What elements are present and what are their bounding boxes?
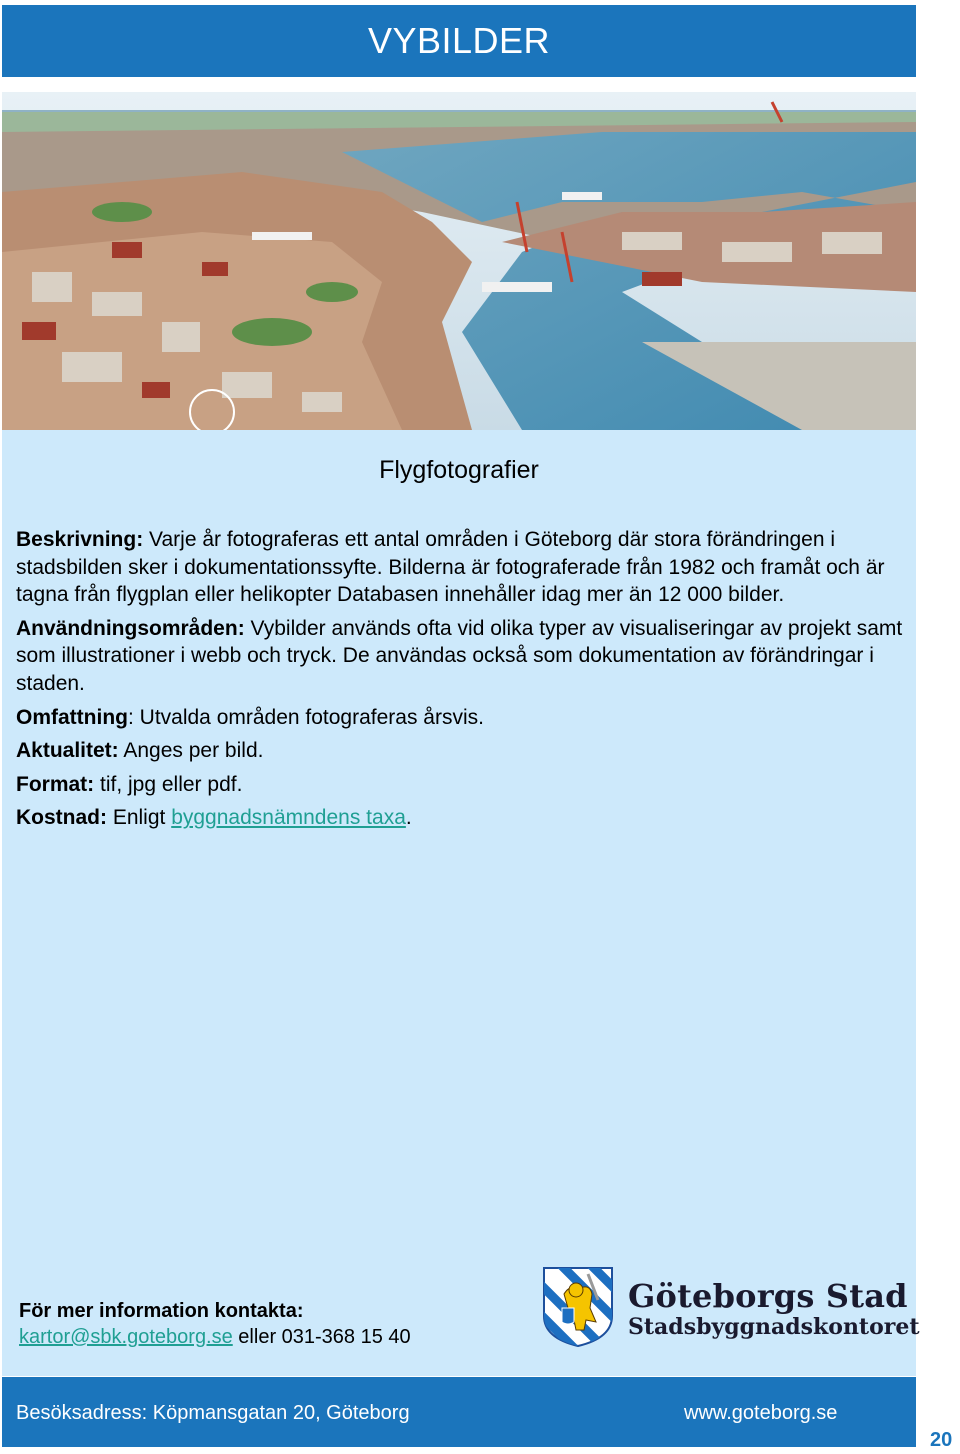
format-label: Format: bbox=[16, 772, 95, 796]
contact-phone: eller 031-368 15 40 bbox=[232, 1326, 411, 1348]
logo-line-2: Stadsbyggnadskontoret bbox=[628, 1314, 920, 1340]
format-text: tif, jpg eller pdf. bbox=[94, 772, 243, 796]
omfattning-label: Omfattning bbox=[16, 705, 128, 729]
contact-line bbox=[19, 1324, 411, 1350]
aerial-photo bbox=[2, 92, 916, 430]
contact-heading: För mer information kontakta: bbox=[19, 1300, 304, 1322]
contact-block bbox=[19, 1298, 411, 1350]
footer-website-link[interactable]: www.goteborg.se bbox=[684, 1402, 838, 1424]
beskrivning-paragraph bbox=[16, 526, 906, 609]
logo-wordmark bbox=[628, 1278, 920, 1340]
kostnad-label: Kostnad: bbox=[16, 806, 107, 830]
page-title: VYBILDER bbox=[367, 20, 551, 61]
page-footer bbox=[2, 1377, 916, 1447]
logo-line-1: Göteborgs Stad bbox=[628, 1277, 908, 1315]
kostnad-paragraph bbox=[16, 804, 906, 832]
aktualitet-paragraph bbox=[16, 737, 906, 765]
beskrivning-label: Beskrivning: bbox=[16, 528, 144, 551]
omfattning-paragraph bbox=[16, 704, 906, 732]
format-paragraph bbox=[16, 771, 906, 799]
description-body bbox=[16, 526, 906, 838]
aktualitet-label: Aktualitet: bbox=[16, 739, 119, 763]
anvandning-label: Användningsområden: bbox=[16, 616, 245, 640]
anvandning-text: Vybilder används ofta vid olika typer av visualiseringar av projekt samt som illustrationer i webb och tryck. De användas också som dokumentation av förändringar i staden. bbox=[16, 616, 903, 695]
aerial-photo-gothenburg-harbour-icon bbox=[2, 92, 916, 430]
aktualitet-text: Anges per bild. bbox=[118, 739, 264, 763]
omfattning-text: : Utvalda områden fotograferas årsvis. bbox=[127, 705, 484, 729]
beskrivning-text: Varje år fotograferas ett antal områden i Göteborg där stora förändringen i stadsbilden sker i dokumentationssyfte. Bilderna är fotograferade från 1982 och framåt och är tagna från flygplan eller helikopter Databasen innehåller idag mer än 12 000 bilder. bbox=[16, 528, 885, 607]
page-header bbox=[2, 5, 916, 77]
coat-of-arms-icon bbox=[540, 1264, 616, 1348]
taxa-link[interactable]: byggnadsnämndens taxa bbox=[171, 806, 406, 830]
section-title: Flygfotografier bbox=[379, 456, 539, 484]
anvandning-paragraph bbox=[16, 615, 906, 698]
page-number: 20 bbox=[930, 1429, 953, 1451]
goteborg-logo bbox=[540, 1264, 920, 1348]
kostnad-text: Enligt bbox=[107, 806, 172, 830]
contact-email-link[interactable]: kartor@sbk.goteborg.se bbox=[19, 1326, 233, 1348]
kostnad-end: . bbox=[405, 806, 412, 830]
footer-address: Besöksadress: Köpmansgatan 20, Göteborg bbox=[16, 1402, 410, 1424]
